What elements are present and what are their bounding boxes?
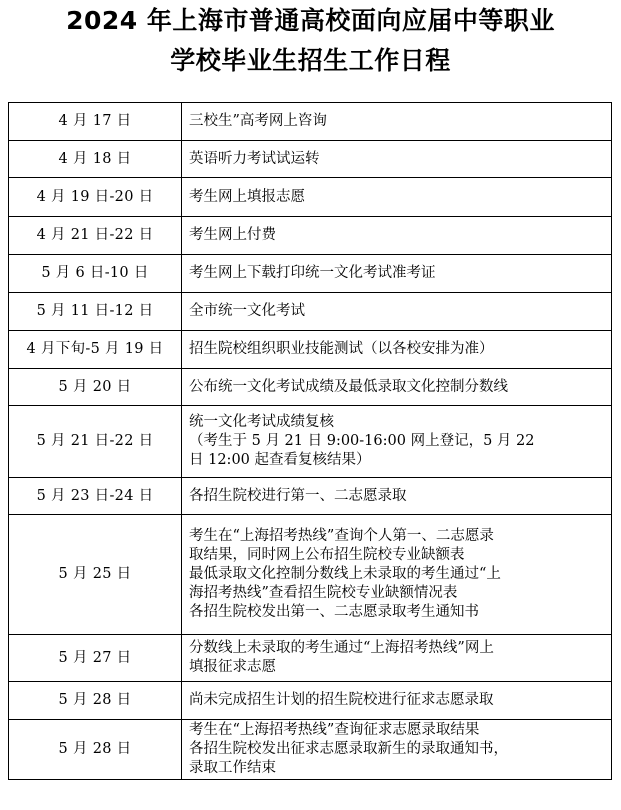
schedule-event [182,720,612,780]
schedule-event-line: 招生院校组织职业技能测试（以各校安排为准） [189,341,494,357]
schedule-event-line: 考生在“上海招考热线”查询征求志愿录取结果 [189,722,480,738]
schedule-date: 5 月 6 日-10 日 [9,255,182,293]
schedule-date: 4 月 21 日-22 日 [9,217,182,255]
schedule-event-line: 日 12:00 起查看复核结果） [189,452,371,468]
schedule-event-line: （考生于 5 月 21 日 9:00-16:00 网上登记，5 月 22 [189,433,535,449]
schedule-date: 5 月 20 日 [9,369,182,406]
schedule-row [9,255,612,293]
schedule-event [182,217,612,255]
schedule-event-line: 考生网上下载打印统一文化考试准考证 [189,265,436,281]
schedule-event-line: 考生网上填报志愿 [189,188,305,205]
schedule-row [9,141,612,178]
schedule-date: 5 月 25 日 [9,515,182,635]
schedule-table-body [9,103,612,780]
schedule-event [182,369,612,406]
document-title-line-2: 学校毕业生招生工作日程 [170,46,451,75]
schedule-event-line: 录取工作结束 [189,760,276,776]
schedule-date: 5 月 27 日 [9,635,182,682]
schedule-event-line: 各招生院校发出第一、二志愿录取考生通知书 [189,604,479,620]
schedule-event-line: 统一文化考试成绩复核 [189,414,334,430]
schedule-event [182,178,612,217]
schedule-event-line: 全市统一文化考试 [189,303,305,319]
schedule-row [9,331,612,369]
schedule-event [182,515,612,635]
schedule-event [182,331,612,369]
schedule-event [182,478,612,515]
schedule-event-line: 三校生”高考网上咨询 [189,113,327,129]
schedule-row [9,217,612,255]
schedule-event-line: 公布统一文化考试成绩及最低录取文化控制分数线 [189,378,508,395]
schedule-event [182,141,612,178]
document-title-line-1: 2024 年上海市普通高校面向应届中等职业 [66,6,555,35]
schedule-event-line: 海招考热线”查看招生院校专业缺额情况表 [189,585,458,601]
schedule-date: 4 月下旬-5 月 19 日 [9,331,182,369]
schedule-event [182,635,612,682]
schedule-event-line: 英语听力考试试运转 [189,150,320,167]
schedule-event-line: 考生网上付费 [189,227,276,243]
schedule-date: 5 月 28 日 [9,682,182,720]
schedule-date: 5 月 23 日-24 日 [9,478,182,515]
schedule-row [9,178,612,217]
schedule-event-line: 最低录取文化控制分数线上未录取的考生通过“上 [189,566,501,582]
schedule-event [182,103,612,141]
schedule-row [9,369,612,406]
schedule-date: 4 月 18 日 [9,141,182,178]
schedule-row [9,478,612,515]
schedule-event-line: 分数线上未录取的考生通过“上海招考热线”网上 [189,640,494,656]
schedule-date: 5 月 21 日-22 日 [9,406,182,478]
schedule-event-line: 各招生院校进行第一、二志愿录取 [189,487,407,504]
schedule-event-line: 填报征求志愿 [189,659,276,675]
schedule-event-line: 取结果，同时网上公布招生院校专业缺额表 [189,547,465,563]
schedule-event [182,682,612,720]
schedule-row [9,293,612,331]
schedule-event-line: 尚未完成招生计划的招生院校进行征求志愿录取 [189,692,494,708]
schedule-date: 5 月 11 日-12 日 [9,293,182,331]
schedule-date: 5 月 28 日 [9,720,182,780]
schedule-row [9,720,612,780]
schedule-row [9,406,612,478]
schedule-date: 4 月 17 日 [9,103,182,141]
schedule-event-line: 考生在“上海招考热线”查询个人第一、二志愿录 [189,528,494,544]
schedule-event [182,406,612,478]
schedule-date: 4 月 19 日-20 日 [9,178,182,217]
schedule-table [8,102,612,780]
schedule-row [9,103,612,141]
schedule-row [9,515,612,635]
schedule-row [9,635,612,682]
schedule-row [9,682,612,720]
schedule-event [182,255,612,293]
schedule-event-line: 各招生院校发出征求志愿录取新生的录取通知书， [189,741,508,757]
schedule-event [182,293,612,331]
